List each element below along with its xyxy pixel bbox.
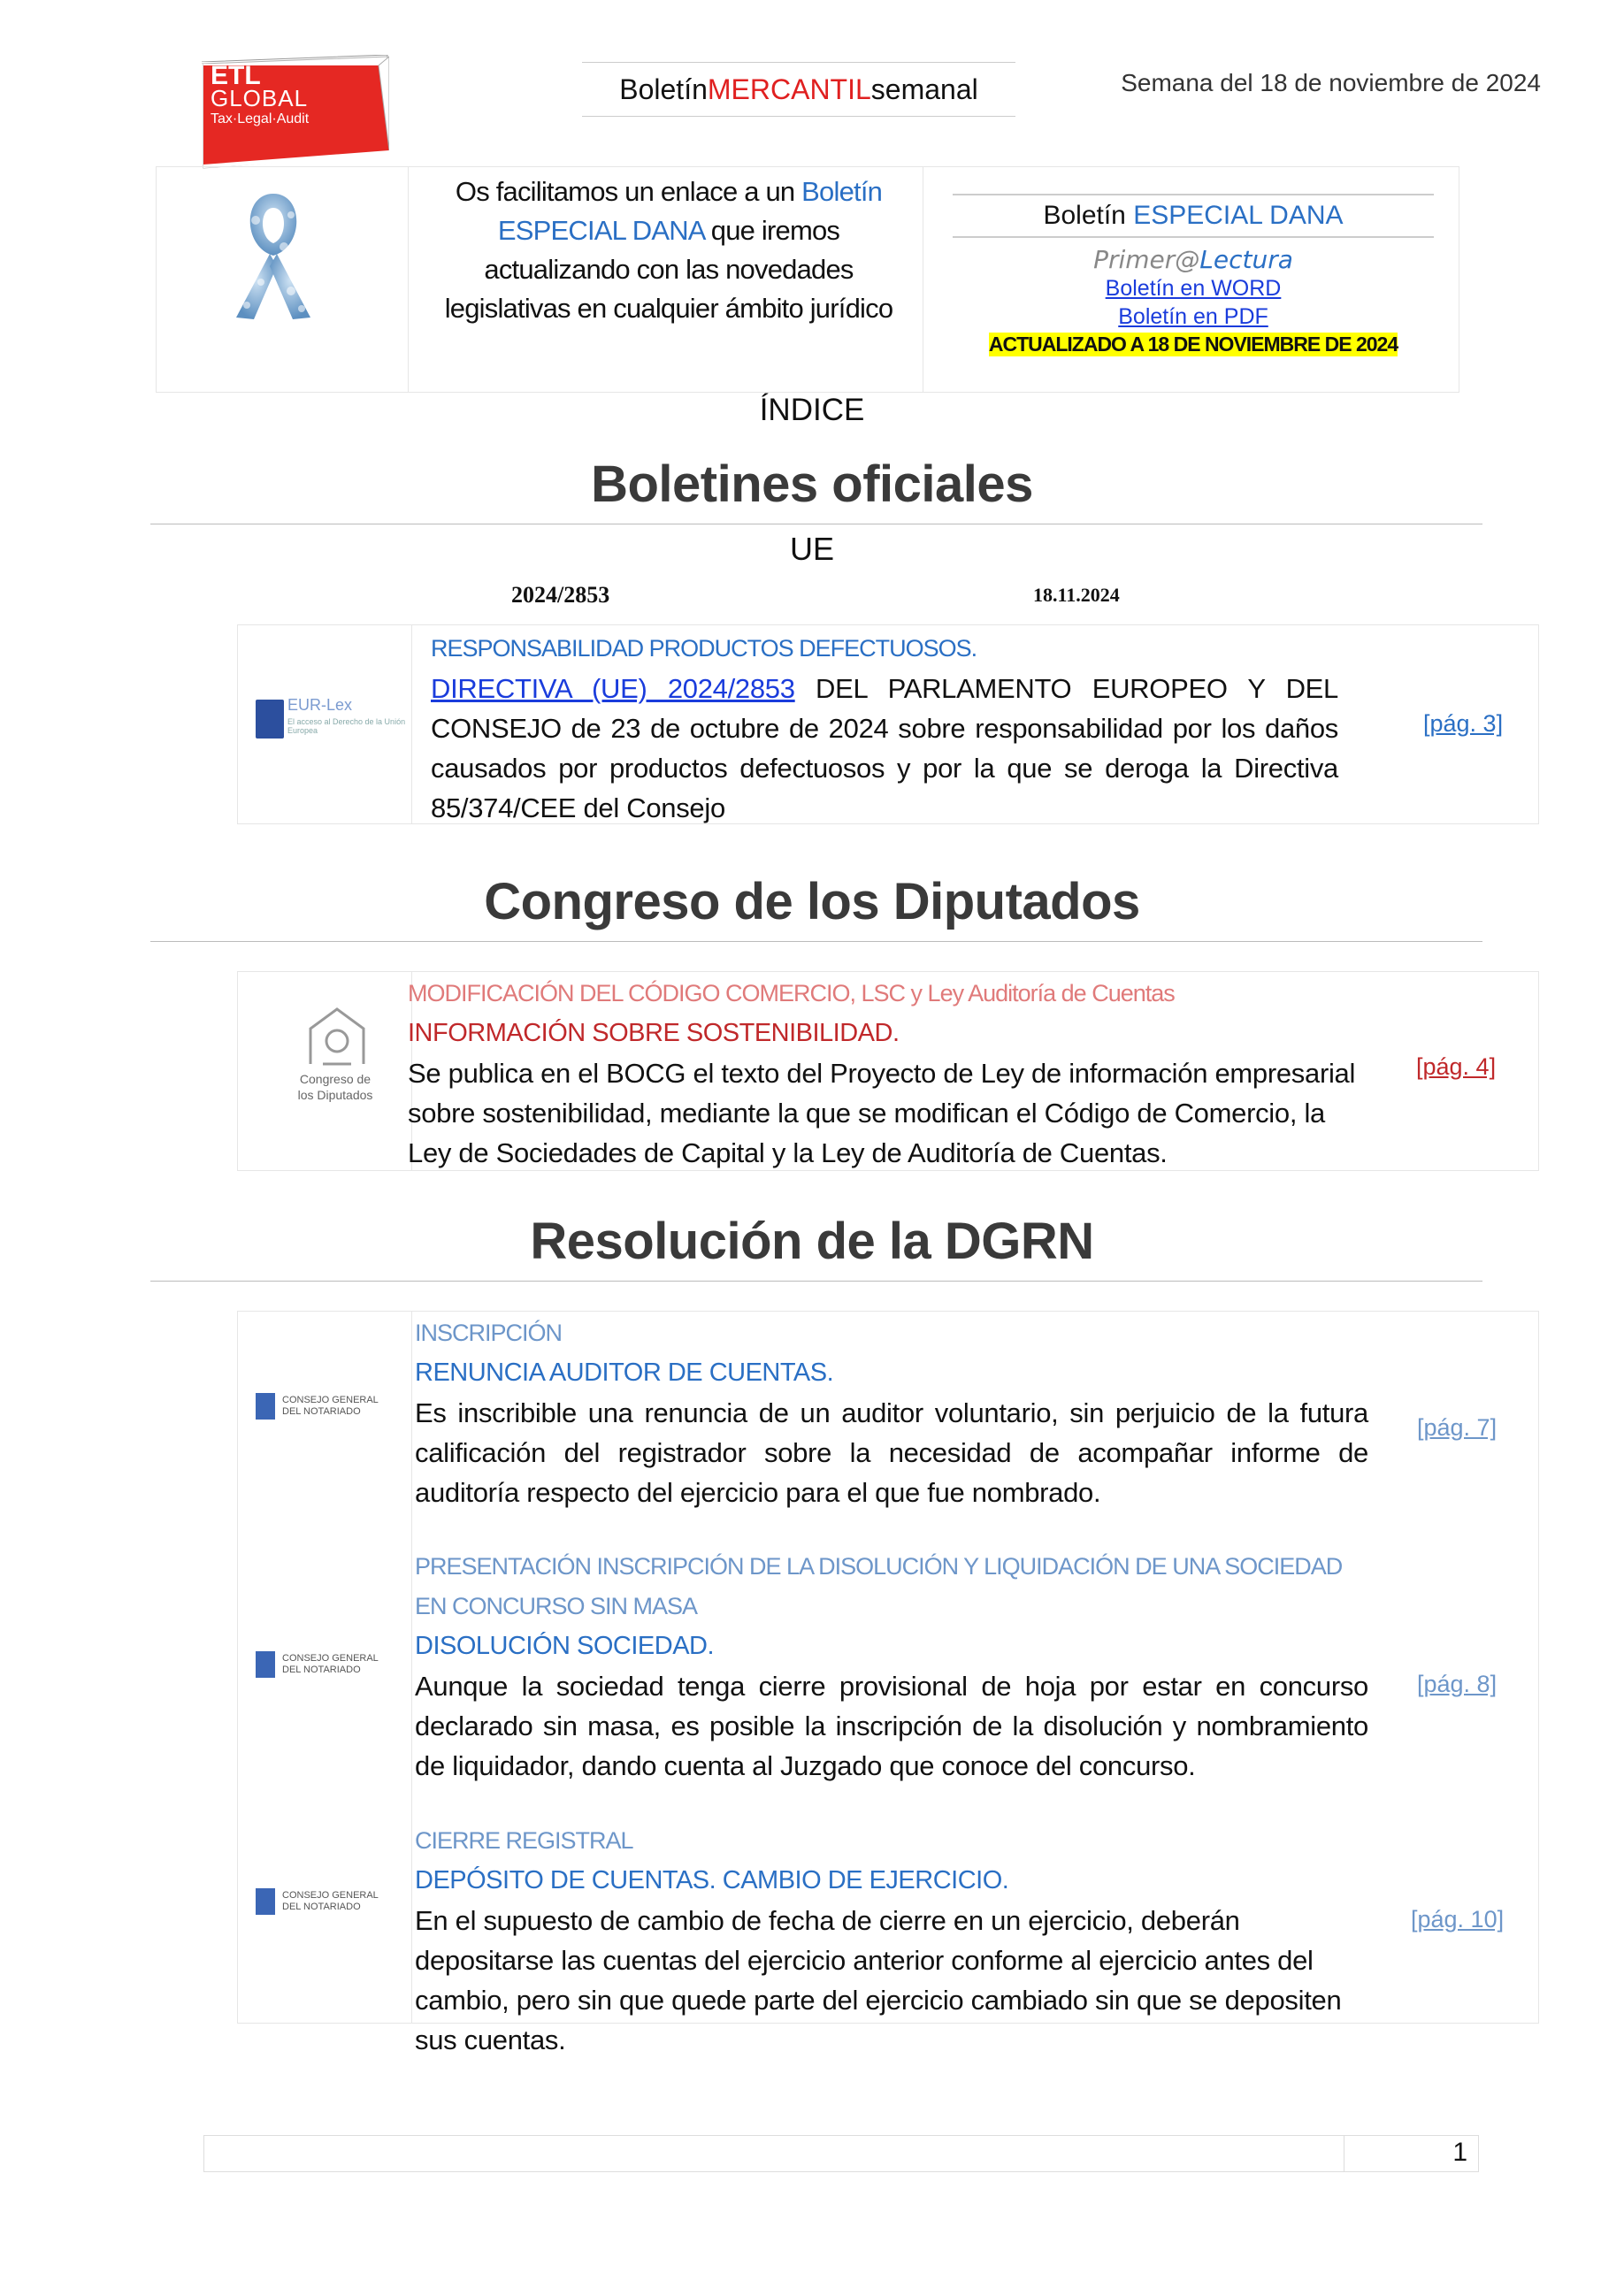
dgrn-1-text: Es inscribible una renuncia de un auditor voluntario, sin perjuicio de la futura calificación del registrador sobre la necesidad de acompañar informe de auditoría respecto del ejercicio para el que fue nombrado. (415, 1397, 1368, 1508)
eurlex-text: EUR-Lex (287, 696, 353, 714)
dgrn-3-text: En el supuesto de cambio de fecha de cierre en un ejercicio, deberán depositarse las cuentas del ejercicio anterior conforme al ejercicio antes del cambio, pero sin que quede parte del ejercicio cambiado sin que se depositen sus cuentas. (415, 1905, 1342, 2055)
ue-category: RESPONSABILIDAD PRODUCTOS DEFECTUOSOS. (431, 635, 977, 662)
etl-global-logo (202, 55, 389, 170)
section-congreso: Congreso de los Diputados (484, 873, 1140, 930)
notariado-logo (256, 1648, 406, 1683)
dana-ribbon-cell (157, 167, 409, 392)
dana-description (434, 172, 903, 328)
page-number: 1 (1452, 2138, 1467, 2167)
notariado-emblem-icon (256, 1393, 275, 1420)
title-suffix: semanal (870, 73, 978, 105)
ue-date: 18.11.2024 (1033, 584, 1120, 606)
dana-links (953, 194, 1434, 356)
bulletin-title (582, 62, 1015, 117)
eurlex-sub: El acceso al Derecho de la Unión Europea (287, 717, 406, 735)
notariado-text: CONSEJO GENERAL DEL NOTARIADO (282, 1395, 379, 1417)
eurlex-logo-cell (238, 625, 412, 823)
notariado-logo (256, 1389, 406, 1425)
primer-lectura (953, 245, 1434, 274)
dana-box-title-b: ESPECIAL DANA (1133, 201, 1344, 230)
congreso-text: Se publica en el BOCG el texto del Proyecto de Ley de información empresarial sobre sostenibilidad, mediante la que se modifican el Código de Comercio, la Ley de Sociedades de Capital y la Ley de Auditoría de Cuentas. (408, 1058, 1356, 1168)
page-link-10[interactable]: [pág. 10] (1411, 1906, 1505, 1932)
dgrn-2-title: DISOLUCIÓN SOCIEDAD. (415, 1632, 715, 1660)
dana-box (156, 166, 1459, 393)
notariado-logo (256, 1885, 406, 1920)
ue-text: DEL PARLAMENTO EUROPEO Y DEL CONSEJO de 23 de octubre de 2024 sobre responsabilidad por los daños causados por productos defectuosos y por la que se deroga la Directiva 85/374/CEE del Consejo (431, 673, 1338, 823)
eurlex-logo (256, 696, 406, 753)
footer (203, 2135, 1479, 2172)
link-pdf[interactable]: Boletín en PDF (1118, 304, 1268, 329)
congreso-title: INFORMACIÓN SOBRE SOSTENIBILIDAD. (408, 1019, 900, 1047)
ue-body (431, 629, 1338, 828)
updated-badge: ACTUALIZADO A 18 DE NOVIEMBRE DE 2024 (988, 333, 1398, 356)
dana-text-a: Os facilitamos un enlace a un (455, 176, 802, 207)
primer-b: Lectura (1199, 245, 1293, 274)
ue-number: 2024/2853 (511, 582, 610, 608)
page-link-3[interactable]: [pág. 3] (1423, 710, 1504, 737)
directiva-link[interactable]: DIRECTIVA (UE) 2024/2853 (431, 673, 795, 704)
link-word[interactable]: Boletín en WORD (1105, 276, 1282, 301)
dana-text-b: Boletín ESPECIAL DANA (497, 176, 883, 246)
congreso-body (408, 974, 1363, 1173)
divider (150, 941, 1482, 942)
dgrn-entry-2 (415, 1547, 1368, 1786)
section-boletines: Boletines oficiales (591, 455, 1033, 513)
page-link-8[interactable]: [pág. 8] (1417, 1671, 1498, 1697)
dgrn-1-title: RENUNCIA AUDITOR DE CUENTAS. (415, 1358, 834, 1387)
index-heading: ÍNDICE (759, 393, 865, 427)
dana-box-title-a: Boletín (1043, 201, 1134, 230)
week-label: Semana del 18 de noviembre de 2024 (1121, 69, 1541, 96)
dgrn-2-text: Aunque la sociedad tenga cierre provisional de hoja por estar en concurso declarado sin masa, es posible la inscripción de la disolución y nombramiento de liquidador, dando cuenta al Juzgado que conoce del concurso. (415, 1671, 1368, 1781)
congreso-logo-cell (238, 972, 412, 1170)
entry-congreso (237, 971, 1539, 1171)
notariado-emblem-icon (256, 1888, 275, 1915)
congreso-logo-text: Congreso de los Diputados (297, 1072, 373, 1102)
notariado-text: CONSEJO GENERAL DEL NOTARIADO (282, 1653, 379, 1675)
page-link-4[interactable]: [pág. 4] (1416, 1053, 1497, 1080)
dana-text-c: que iremos actualizando con las novedades legislativas en cualquier ámbito jurídico (444, 215, 893, 324)
section-dgrn: Resolución de la DGRN (530, 1213, 1094, 1270)
ue-label: UE (789, 531, 834, 567)
dana-box-title (953, 194, 1434, 238)
dgrn-table (237, 1311, 1539, 2055)
dgrn-3-title: DEPÓSITO DE CUENTAS. CAMBIO DE EJERCICIO. (415, 1866, 1009, 1894)
logo-etl: ETL (211, 61, 261, 90)
dana-description-cell (408, 167, 923, 392)
dgrn-1-category: INSCRIPCIÓN (415, 1320, 563, 1346)
dgrn-2-category: PRESENTACIÓN INSCRIPCIÓN DE LA DISOLUCIÓN Y LIQUIDACIÓN DE UNA SOCIEDAD EN CONCURSO SIN MASA (415, 1553, 1343, 1619)
congreso-building-icon (302, 1002, 372, 1073)
dgrn-entry-3 (415, 1821, 1368, 2060)
notariado-emblem-icon (256, 1651, 275, 1678)
eu-flag-icon (256, 700, 284, 739)
divider (150, 1281, 1482, 1282)
congreso-category: MODIFICACIÓN DEL CÓDIGO COMERCIO, LSC y Ley Auditoría de Cuentas (408, 980, 1175, 1006)
entry-ue (237, 624, 1539, 824)
notariado-text: CONSEJO GENERAL DEL NOTARIADO (282, 1890, 379, 1912)
dgrn-3-category: CIERRE REGISTRAL (415, 1827, 633, 1854)
title-prefix: Boletín (619, 73, 708, 105)
title-highlight: MERCANTIL (707, 73, 871, 105)
ribbon-icon (220, 185, 326, 326)
logo-global: GLOBAL (211, 85, 309, 111)
dgrn-entry-1 (415, 1313, 1368, 1512)
page-link-7[interactable]: [pág. 7] (1417, 1414, 1498, 1441)
logo-tagline: Tax·Legal·Audit (211, 111, 310, 126)
primer-a: Primer@ (1093, 245, 1200, 274)
